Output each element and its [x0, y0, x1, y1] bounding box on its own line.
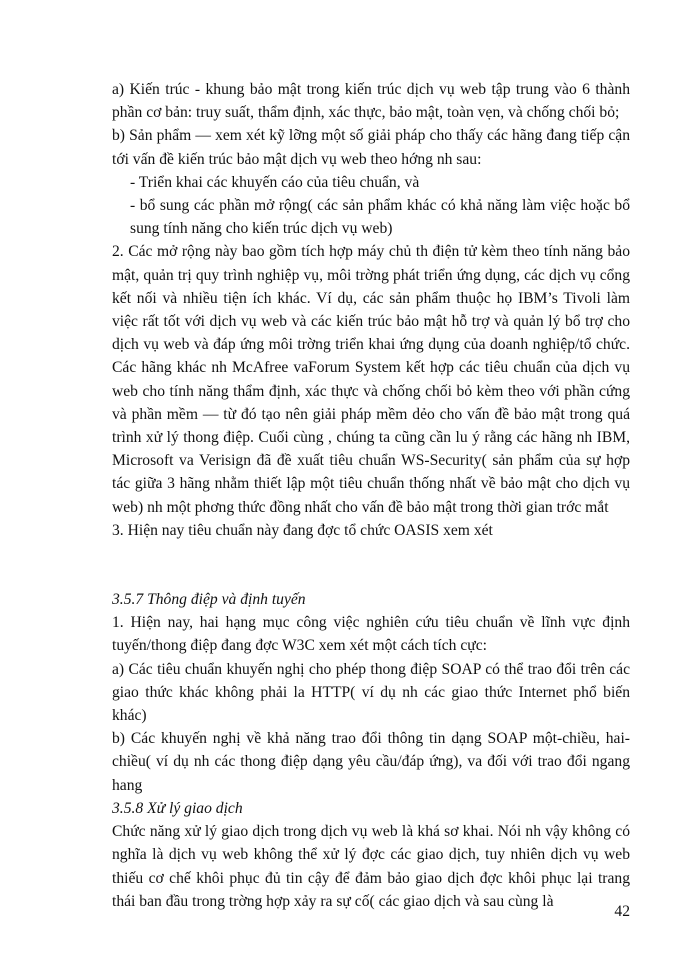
paragraph: b) Các khuyến nghị về khả năng trao đổi thông tin dạng SOAP một-chiều, hai-chiều( ví dụ nh các thong điệp dạng yêu cầu/đáp ứng), va đối với trao đổi ngang hang — [112, 730, 630, 794]
page-number: 42 — [614, 903, 630, 920]
paragraph: a) Kiến trúc - khung bảo mật trong kiến trúc dịch vụ web tập trung vào 6 thành phần cơ bản: truy suất, thẩm định, xác thực, bảo mật, toàn vẹn, và chống chối bỏ; — [112, 81, 630, 122]
paragraph: Chức năng xử lý giao dịch trong dịch vụ web là khá sơ khai. Nói nh vậy không có nghĩa là dịch vụ web không thể xử lý đợc các giao dịch, tuy nhiên dịch vụ web thiếu cơ chế khôi phục đủ tin cậy để đảm bảo giao dịch đợc khôi phục lại trang thái ban đầu trong trờng hợp xảy ra sự cố( các giao dịch và sau cùng là — [112, 823, 630, 910]
paragraph: - bổ sung các phần mở rộng( các sản phẩm khác có khả năng làm việc hoặc bổ sung tính năng cho kiến trúc dịch vụ web) — [130, 197, 630, 238]
page-body — [112, 78, 630, 913]
paragraph: 1. Hiện nay, hai hạng mục công việc nghiên cứu tiêu chuẩn về lĩnh vực định tuyến/thong điệp đang đợc W3C xem xét một cách tích cực: — [112, 614, 630, 655]
paragraph: b) Sản phẩm — xem xét kỹ lỡng một số giải pháp cho thấy các hãng đang tiếp cận tới vấn đề kiến trúc bảo mật dịch vụ web theo hớng nh sau: — [112, 127, 630, 168]
section-heading: 3.5.8 Xử lý giao dịch — [112, 799, 243, 817]
paragraph: - Triển khai các khuyến cáo của tiêu chuẩn, và — [130, 173, 420, 191]
section-heading: 3.5.7 Thông điệp và định tuyến — [112, 591, 306, 609]
section-gap — [112, 542, 630, 588]
paragraph: a) Các tiêu chuẩn khuyến nghị cho phép thong điệp SOAP có thể trao đổi trên các giao thức khác không phải la HTTP( ví dụ nh các giao thức Internet phổ biến khác) — [112, 660, 630, 725]
paragraph: 3. Hiện nay tiêu chuẩn này đang đợc tổ chức OASIS xem xét — [112, 521, 493, 539]
paragraph: 2. Các mở rộng này bao gồm tích hợp máy chủ th điện tử kèm theo tính năng bảo mật, quản trị quy trình nghiệp vụ, môi trờng phát triển ứng dụng, các dịch vụ cổng kết nối và nhiều tiện ích khác. Ví dụ, các sản phẩm thuộc họ IBM’s Tivoli làm việc rất tốt với dịch vụ web và các kiến trúc bảo mật hỗ trợ và quản lý bổ trợ cho dịch vụ web và đáp ứng môi trờng triển khai ứng dụng của doanh nghiệp/tổ chức. Các hãng khác nh McAfree vaForum System kết hợp các tiêu chuẩn của dịch vụ web cho tính năng thẩm định, xác thực và chống chối bỏ kèm theo với phần cứng và phần mềm — từ đó tạo nên giải pháp mềm dẻo cho vấn đề bảo mật trong quá trình xử lý thong điệp. Cuối cùng , chúng ta cũng cần lu ý rằng các hãng nh IBM, Microsoft va Verisign đã đề xuất tiêu chuẩn WS-Security( sản phẩm của sự hợp tác giữa 3 hãng nhằm thiết lập một tiêu chuẩn thống nhất về bảo mật cho dịch vụ web) nh một phơng thức đồng nhất cho vấn đề bảo mật trong thời gian trớc mắt — [112, 243, 630, 516]
